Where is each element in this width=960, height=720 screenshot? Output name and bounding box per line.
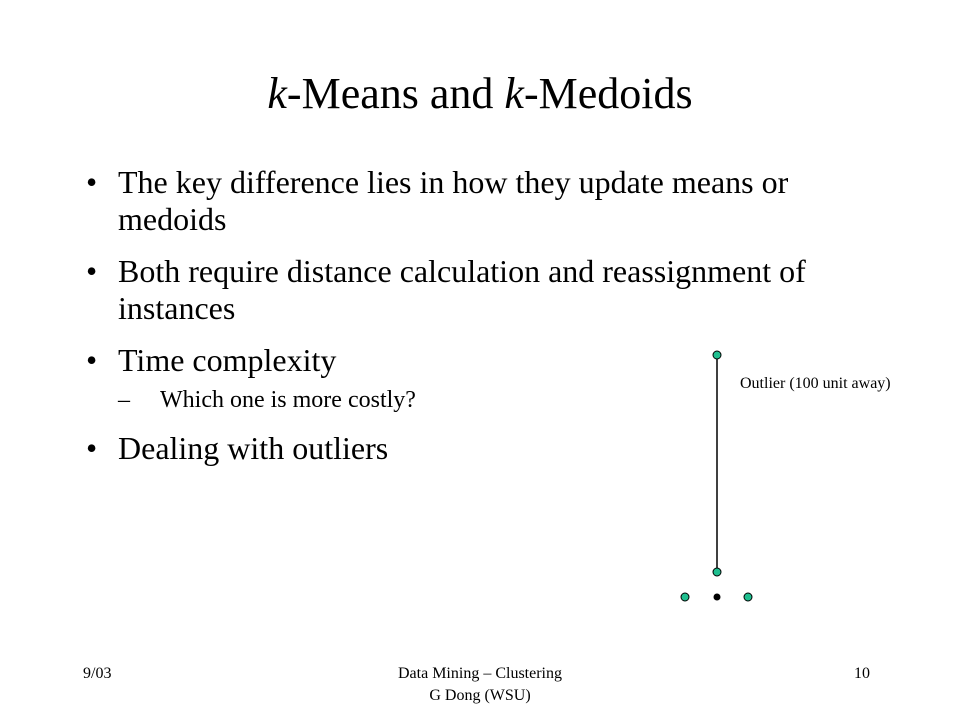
sub-bullet-text: Which one is more costly? bbox=[160, 387, 416, 413]
bullet-dot: • bbox=[86, 253, 98, 289]
sub-bullet-dash: – bbox=[118, 387, 130, 413]
outlier-point bbox=[713, 351, 721, 359]
cluster-point-right bbox=[744, 593, 752, 601]
outlier-label: Outlier (100 unit away) bbox=[740, 375, 891, 392]
title-text-1: -Means and bbox=[286, 69, 505, 118]
footer-course bbox=[330, 663, 630, 707]
bullet-dot: • bbox=[86, 430, 98, 466]
title-k-italic-1: k bbox=[267, 69, 287, 118]
bullet-text: Time complexity bbox=[118, 342, 337, 378]
footer-date: 9/03 bbox=[83, 665, 112, 682]
bullet-text: Dealing with outliers bbox=[118, 430, 389, 466]
footer-course-line2: G Dong (WSU) bbox=[429, 687, 531, 704]
bullet-dot: • bbox=[86, 342, 98, 378]
cluster-point-top bbox=[713, 568, 721, 576]
bullet-dot: • bbox=[86, 164, 98, 200]
title-text-2: -Medoids bbox=[523, 69, 693, 118]
footer-course-line1: Data Mining – Clustering bbox=[398, 665, 562, 682]
bullet-text: Both require distance calculation and reassignment of instances bbox=[118, 253, 806, 326]
cluster-point-left bbox=[681, 593, 689, 601]
title-k-italic-2: k bbox=[504, 69, 524, 118]
footer-page-number: 10 bbox=[854, 665, 870, 682]
bullet-text: The key difference lies in how they update means or medoids bbox=[118, 164, 789, 237]
cluster-center-point bbox=[714, 594, 721, 601]
